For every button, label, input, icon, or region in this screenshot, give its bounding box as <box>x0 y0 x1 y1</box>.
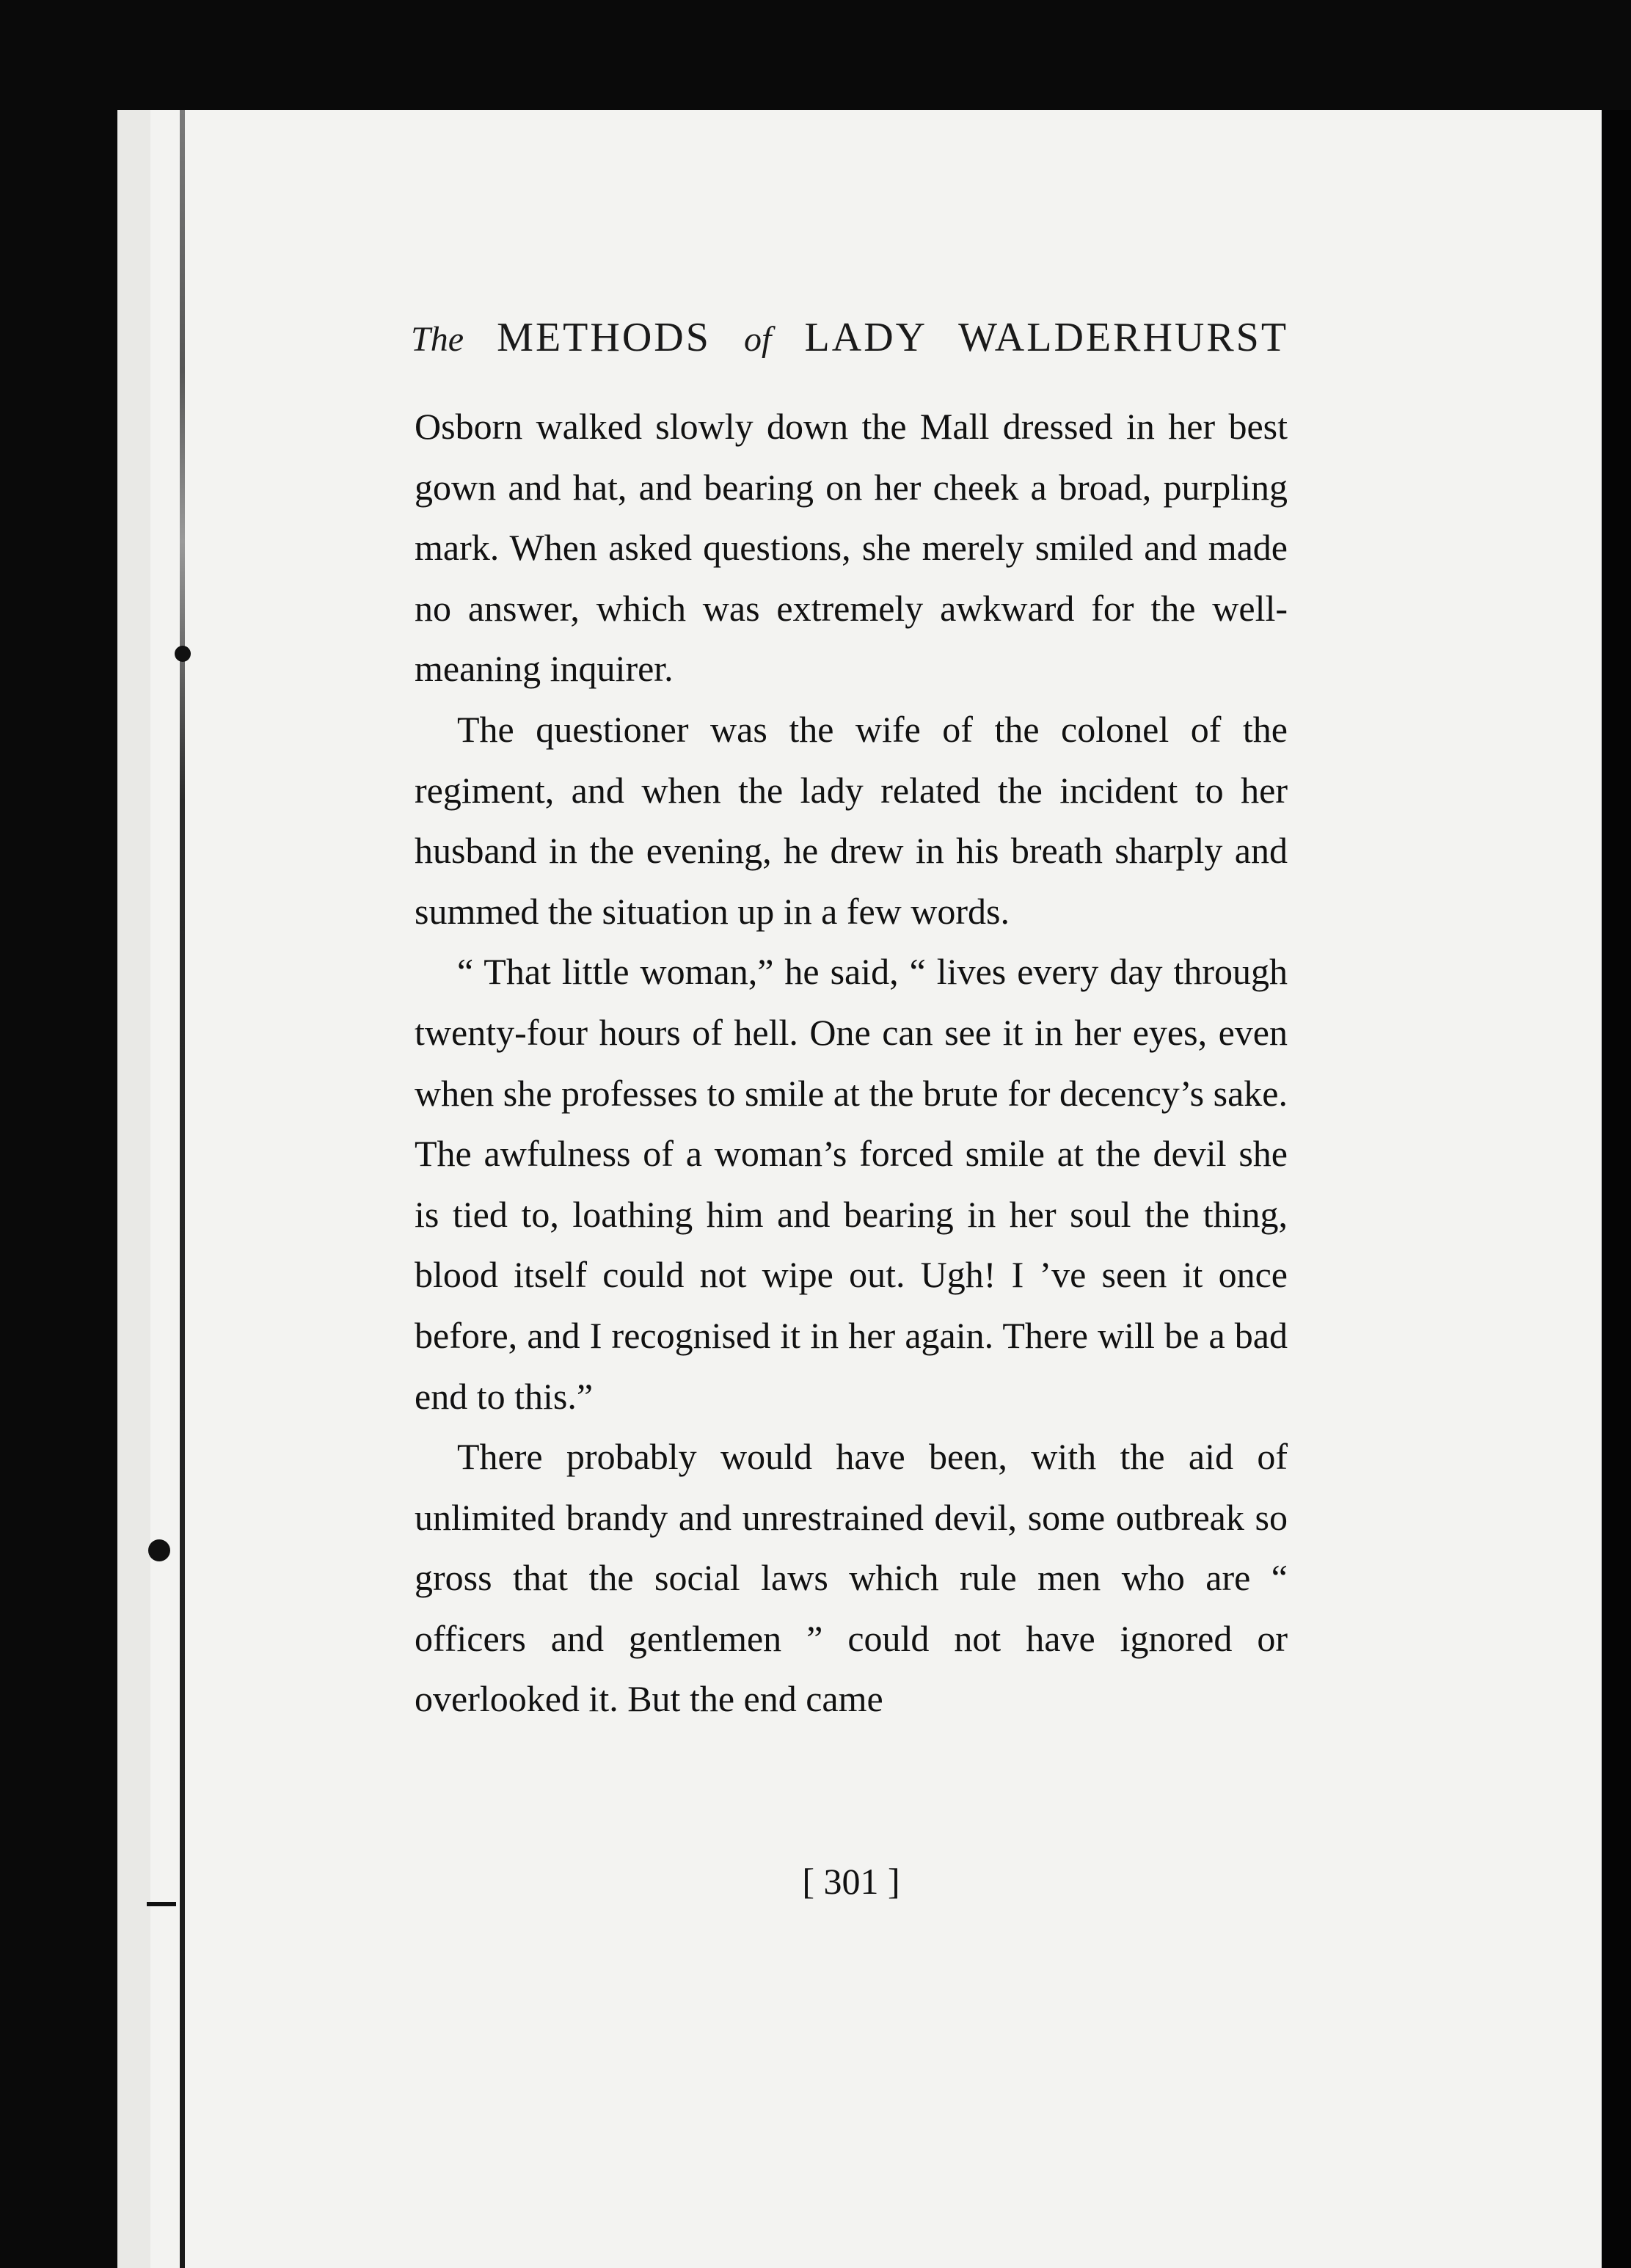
page-edge-shadow <box>1602 110 1631 2268</box>
paragraph: The questioner was the wife of the colonel of the regiment, and when the lady related the incident to her husband in the evening, he drew in his breath sharply and summed the situation up in a few words. <box>415 708 1288 932</box>
binding-tick <box>147 1902 176 1906</box>
body-text <box>415 396 1288 1729</box>
paragraph: “ That little woman,” he said, “ lives every day through twenty-four hours of hell. One can see it in her eyes, even when she professes to smile at the brute for decency’s sake. The awfulness of a woman’s forced smile at the devil she is tied to, loathing him and bearing in her soul the thing, blood itself could not wipe out. Ugh! I ’ve seen it once before, and I recognised it in her again. There will be a bad end to this.” <box>415 951 1288 1417</box>
page-gutter <box>117 110 150 2268</box>
binding-dot <box>148 1539 170 1561</box>
paragraph: There probably would have been, with the aid of unlimited brandy and unrestrained devil, some outbreak so gross that the social laws which rule men who are “ officers and gentlemen ” could not have ignored or overlooked it. But the end came <box>415 1436 1288 1720</box>
running-head-title: LADY WALDERHURST <box>804 315 1289 360</box>
running-head-of: of <box>744 320 772 359</box>
page-number: [ 301 ] <box>802 1861 900 1902</box>
paragraph: Osborn walked slowly down the Mall dressed in her best gown and hat, and bearing on her cheek a broad, purpling mark. When asked questions, she merely smiled and made no answer, which was extremely awkward for the well-meaning inquirer. <box>415 406 1288 690</box>
running-head-methods: METHODS <box>497 315 711 360</box>
binding-dot <box>175 646 191 662</box>
running-head <box>411 314 1288 361</box>
running-head-the: The <box>411 320 464 359</box>
binding-line <box>180 110 185 2268</box>
